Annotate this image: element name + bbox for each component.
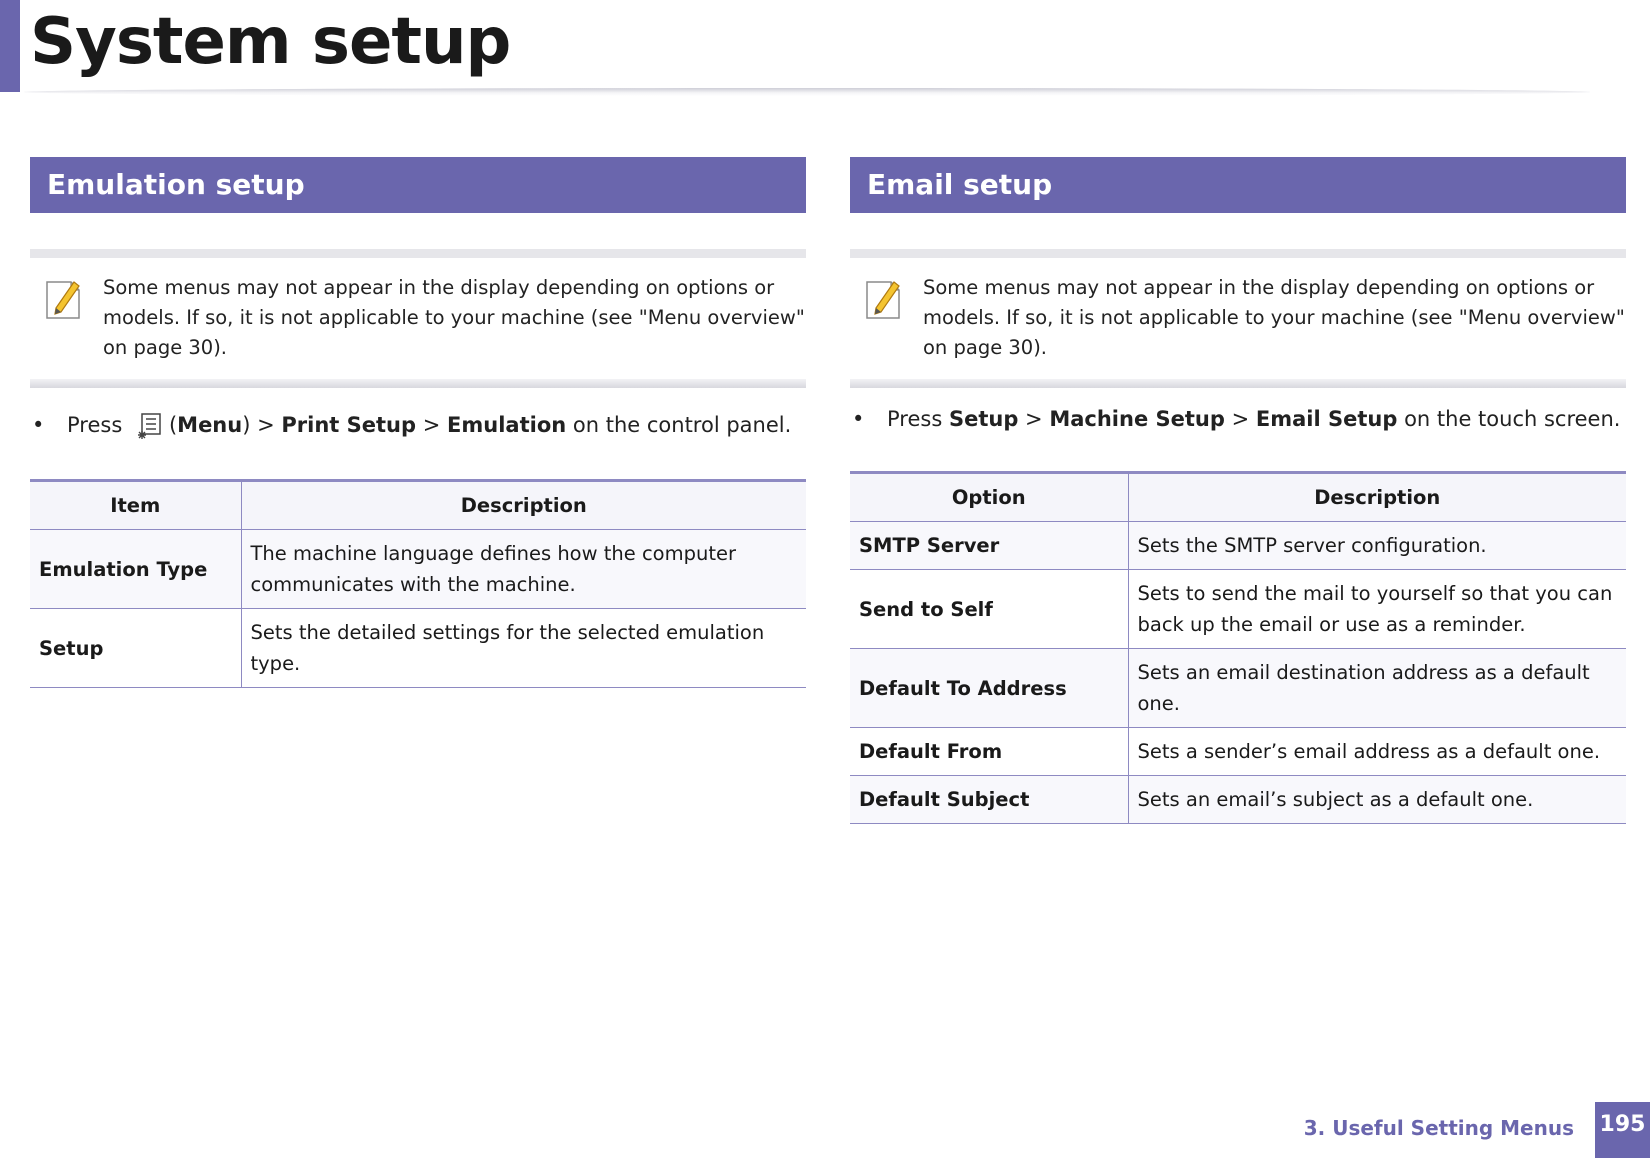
emulation-note-text: Some menus may not appear in the display depending on options or models. If so, it is not applicable to your machine (see "Menu overview" on page 30). [103,276,805,359]
email-section [850,157,1626,824]
email-note [850,249,1626,379]
row-label-default-subject: Default Subject [850,776,1128,824]
table-header-row [30,481,806,530]
emulation-note [30,249,806,379]
title-divider [24,88,1590,96]
step-suffix: on the control panel. [572,413,792,437]
column-header-description: Description [460,494,587,517]
emulation-section [30,157,806,688]
step-separator: > [257,413,275,437]
step-item-print-setup: Print Setup [281,413,417,437]
step-separator: > [1231,407,1250,431]
row-label-setup: Setup [30,609,241,688]
column-header-item: Item [30,481,241,530]
step-suffix: on the touch screen. [1404,407,1621,431]
step-prefix: Press [67,413,123,437]
table-row [850,728,1626,776]
page-title: System setup [30,5,511,79]
footer-chapter-label: 3. Useful Setting Menus [1303,1116,1574,1140]
email-table [850,471,1626,824]
page-number-badge: 195 [1595,1102,1650,1158]
step-prefix: Press [887,407,943,431]
table-row [30,530,806,609]
note-pencil-icon [864,278,904,322]
row-label-default-from: Default From [850,728,1128,776]
row-label-default-to-address: Default To Address [850,649,1128,728]
emulation-step [30,409,806,441]
table-row [30,609,806,688]
row-description: Sets a sender’s email address as a default one. [1137,740,1601,763]
bullet: • [852,407,865,431]
title-accent-bar [0,0,20,92]
step-item-email-setup: Email Setup [1255,407,1398,431]
table-row [850,522,1626,570]
step-item-machine-setup: Machine Setup [1049,407,1225,431]
step-menu-label: Menu [177,413,243,437]
email-note-text: Some menus may not appear in the display depending on options or models. If so, it is not applicable to your machine (see "Menu overview" on page 30). [923,276,1625,359]
step-separator: > [1025,407,1043,431]
emulation-table [30,479,806,688]
menu-icon [135,411,165,441]
emulation-section-header: Emulation setup [30,157,806,213]
row-description: Sets the detailed settings for the selected emulation type. [250,621,765,675]
email-step [850,403,1626,435]
step-close-paren: ) [242,413,251,437]
row-label-emulation-type: Emulation Type [30,530,241,609]
column-header-description: Description [1314,486,1441,509]
row-label-send-to-self: Send to Self [850,570,1128,649]
column-header-option: Option [850,473,1128,522]
step-item-emulation: Emulation [447,413,567,437]
table-row [850,776,1626,824]
row-label-smtp-server: SMTP Server [850,522,1128,570]
table-row [850,570,1626,649]
step-open-paren: ( [168,413,178,437]
row-description: Sets to send the mail to yourself so that you can back up the email or use as a reminder. [1137,582,1613,636]
row-description: The machine language defines how the computer communicates with the machine. [250,542,737,596]
step-item-setup: Setup [948,407,1019,431]
row-description: Sets an email destination address as a default one. [1137,661,1590,715]
note-pencil-icon [44,278,84,322]
row-description: Sets the SMTP server configuration. [1137,534,1487,557]
row-description: Sets an email’s subject as a default one. [1137,788,1534,811]
bullet: • [32,413,45,437]
table-row [850,649,1626,728]
step-separator: > [422,413,441,437]
email-section-header: Email setup [850,157,1626,213]
table-header-row [850,473,1626,522]
